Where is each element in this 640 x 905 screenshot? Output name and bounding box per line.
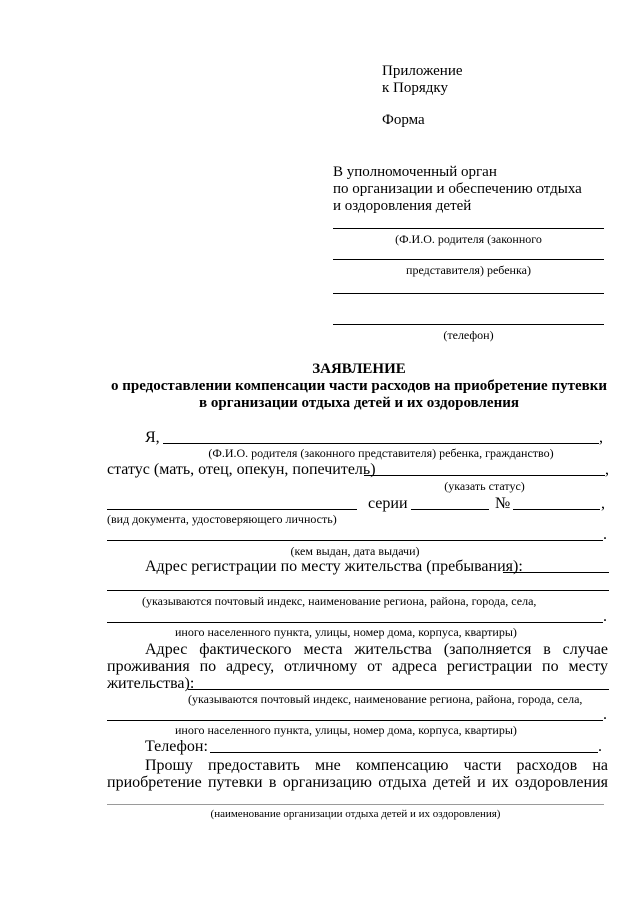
doc-title-line2: в организации отдыха детей и их оздоровления	[199, 395, 519, 411]
addressee-line2: по организации и обеспечению отдыха	[333, 181, 582, 197]
series-line[interactable]	[411, 509, 489, 510]
reg-period: .	[603, 608, 607, 625]
issued-period: .	[603, 526, 607, 543]
reg-caption-1: (указываются почтовый индекс, наименование региона, района, города, села,	[142, 594, 537, 608]
ya-fio-line[interactable]	[163, 443, 599, 444]
fio-line-2[interactable]	[333, 259, 604, 260]
addressee-line3: и оздоровления детей	[333, 198, 472, 214]
reg-label: Адрес регистрации по месту жительства (пребывания):	[145, 558, 523, 575]
phone-line[interactable]	[210, 752, 598, 753]
phone-line-header[interactable]	[333, 324, 604, 325]
fact-line-3: жительства):	[107, 675, 195, 692]
fact-line-input-2[interactable]	[107, 720, 603, 721]
request-line-2: приобретение путевки в организацию отдыха детей и их оздоровления	[107, 774, 608, 791]
issued-line[interactable]	[107, 540, 603, 541]
reg-line-2[interactable]	[107, 590, 609, 591]
doc-type-line[interactable]	[107, 509, 357, 510]
series-label: серии	[368, 495, 408, 512]
phone-label: Телефон:	[145, 738, 208, 755]
org-name-line[interactable]	[107, 804, 604, 805]
number-line[interactable]	[513, 509, 600, 510]
status-caption: (указать статус)	[444, 479, 525, 493]
fact-line-1: Адрес фактического места жительства (заполняется в случае	[145, 641, 608, 658]
fact-period: .	[603, 706, 607, 723]
status-label: статус (мать, отец, опекун, попечитель)	[107, 461, 376, 478]
number-label: №	[495, 495, 511, 512]
ya-comma: ,	[599, 429, 603, 446]
fact-line-input-1[interactable]	[188, 689, 609, 690]
request-line-1: Прошу предоставить мне компенсацию части расходов на	[145, 757, 608, 774]
reg-caption-2: иного населенного пункта, улицы, номер дома, корпуса, квартиры)	[175, 625, 517, 639]
appendix-line1: Приложение	[382, 63, 463, 79]
phone-caption-header: (телефон)	[443, 328, 494, 342]
fio-caption-2: представителя) ребенка)	[406, 263, 531, 277]
form-label: Форма	[382, 112, 425, 128]
reg-line-1[interactable]	[503, 572, 609, 573]
doc-caption: (вид документа, удостоверяющего личность)	[107, 512, 337, 526]
fact-caption-1: (указываются почтовый индекс, наименование региона, района, города, села,	[188, 692, 583, 706]
reg-line-3[interactable]	[107, 622, 603, 623]
doc-title-line1: о предоставлении компенсации части расходов на приобретение путевки	[110, 378, 608, 394]
ya-caption: (Ф.И.О. родителя (законного представителя) ребенка, гражданство)	[208, 446, 554, 460]
fact-line-2: проживания по адресу, отличному от адреса регистрации по месту	[107, 658, 608, 675]
org-caption: (наименование организации отдыха детей и их оздоровления)	[210, 808, 501, 820]
phone-period: .	[598, 738, 602, 755]
addressee-line1: В уполномоченный орган	[333, 164, 497, 180]
fio-line-1[interactable]	[333, 228, 604, 229]
appendix-line2: к Порядку	[382, 80, 448, 96]
number-comma: ,	[601, 495, 605, 512]
ya-label: Я,	[145, 429, 160, 446]
status-line[interactable]	[364, 475, 605, 476]
fio-caption-1: (Ф.И.О. родителя (законного	[395, 232, 542, 246]
address-line[interactable]	[333, 293, 604, 294]
status-comma: ,	[605, 461, 609, 478]
doc-heading: ЗАЯВЛЕНИЕ	[312, 361, 406, 377]
fact-caption-2: иного населенного пункта, улицы, номер дома, корпуса, квартиры)	[175, 723, 517, 737]
issued-caption: (кем выдан, дата выдачи)	[290, 544, 420, 558]
